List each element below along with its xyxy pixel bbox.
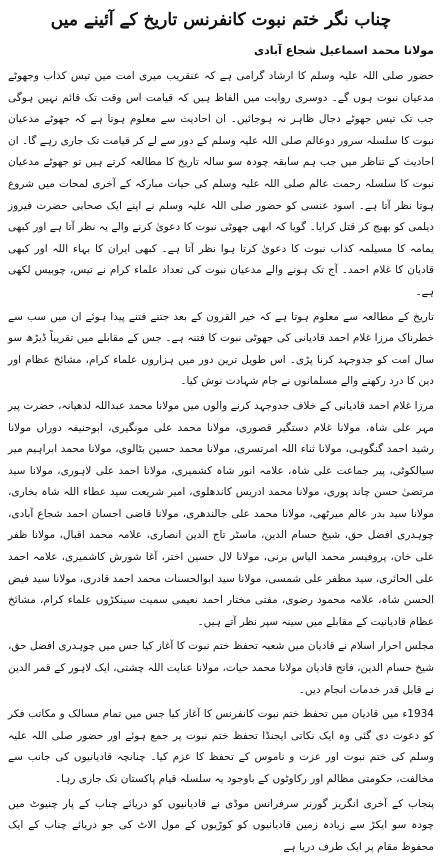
paragraph-intro: حضور صلی اللہ علیہ وسلم کا ارشاد گرامی ہے کہ عنقریب میری امت میں تیس کذاب وجھوٹے مدعیان نبوت ہوں گے۔ دوسری روایت میں الفاظ ہیں کہ قیامت اس وقت تک قائم نہیں ہوگی جب تک تیس جھوٹے دجال ظاہر نہ ہوجائیں۔ ان احادیث سے معلوم ہوتا ہے کہ جھوٹے مدعیان نبوت کا سلسلہ سرور دوعالم صلی اللہ علیہ وسلم کے دور سے لے کر قیامت تک جاری رہے گا۔ ان احادیث کے تناظر میں جب ہم سابقہ چودہ سو سالہ تاریخ کا مطالعہ کرتے ہیں تو جھوٹے مدعیان نبوت کا سلسلہ رحمت عالم صلی اللہ علیہ وسلم کی حیات مبارکہ کے آخری لمحات میں شروع ہوتا نظر آتا ہے۔ اسود عنسی کو حضور صلی اللہ علیہ وسلم نے اپنے ایک صحابی حضرت فیروز دیلمی کو بھیج کر قتل کرایا۔ گویا کہ ابھی جھوٹی نبوت کا دعویٰ کرنے والے یہ نظر آتا ہے اور کبھی یمامہ کا مسیلمہ کذاب نبوت کا دعویٰ کرتا ہوا نظر آتا ہے۔ کبھی ایران کا بہاء اللہ اور کبھی قادیان کا غلام احمد۔ آج تک ہونے والے مدعیان نبوت کی تعداد علماء کرام نے تیس، چوبیس لکھی ہے۔: [8, 70, 434, 298]
article-author: مولانا محمد اسماعیل شجاع آبادی: [253, 44, 434, 57]
article-body: [8, 66, 434, 858]
paragraph-majlis-ahrar: مجلس احرار اسلام نے قادیان میں شعبہ تحفظ ختم نبوت کا آغاز کیا جس میں چوہدری افضل حق، شیخ حسام الدین، فاتح قادیان مولانا محمد حیات، مولانا عنایت اللہ چشتی، ایک لاہور کے قمر الدین نے قابل قدر خدمات انجام دیں۔: [8, 640, 434, 696]
article-title: چناب نگر ختم نبوت کانفرنس تاریخ کے آئینے میں: [50, 10, 392, 30]
paragraph-1934-conference: 1934ء میں قادیان میں تحفظ ختم نبوت کانفرنس کا آغاز کیا جس میں تمام مسالک و مکاتب فکر کو دعوت دی گئی وہ ایک نکاتی ایجنڈا تحفظ ختم نبوت پر جمع ہوئے اور حضور صلی اللہ علیہ وسلم کی ختم نبوت اور عزت و ناموس کے تحفظ کا عزم کیا۔ چنانچہ قادیانیوں کی جانب سے مخالفت، حکومتی مظالم اور رکاوٹوں کے باوجود یہ سلسلہ قیام پاکستان تک جاری رہا۔: [8, 708, 434, 785]
paragraph-punjab-governor: پنجاب کے آخری انگریز گورنر سرفرانس موڈی نے قادیانیوں کو دریائے چناب کے پار چنیوٹ میں چودہ سو ایکڑ سے زیادہ زمین قادیانیوں کو کوڑیوں کے مول الاٹ کی جو دریائے چناب کے ایک محفوظ مقام پر ایک طرف دریا ہے: [8, 797, 434, 853]
paragraph-history: تاریخ کے مطالعہ سے معلوم ہوتا ہے کہ خیر القرون کے بعد جتنے فتنے پیدا ہوئے ان میں سب سے خطرناک مرزا غلام احمد قادیانی کی جھوٹی نبوت کا فتنہ ہے۔ جس کے مقابلے میں تقریباً ڈیڑھ سو سال امت کو جدوجہد کرنا پڑی۔ اس طویل ترین دور میں ہزاروں علماء کرام، مشائخ عظام اور دین کا درد رکھنے والے مسلمانوں نے جام شہادت نوش کیا۔: [8, 310, 434, 388]
paragraph-scholars: مرزا غلام احمد قادیانی کے خلاف جدوجہد کرنے والوں میں مولانا محمد عبداللہ لدھیانہ، حضرت پیر مہر علی شاہ، مولانا غلام دستگیر قصوری، مولانا محمد علی مونگیری، ابوحنیفہ دوراں مولانا رشید احمد گنگوہی، مولانا ثناء اللہ امرتسری، مولانا محمد حسین بٹالوی، مولانا محمد ابراہیم میر سیالکوٹی، پیر جماعت علی شاہ، علامہ انور شاہ کشمیری، مولانا احمد علی لاہوری، مولانا سید مرتضیٰ حسن چاند پوری، مولانا محمد ادریس کاندھلوی، امیر شریعت سید عطاء اللہ شاہ بخاری، مولانا سید بدر عالم میرٹھی، مولانا محمد علی جالندھری، مولانا قاضی احسان احمد شجاع آبادی، چوہدری افضل حق، شیخ حسام الدین، ماسٹر تاج الدین انصاری، علامہ محمد اقبال، مولانا ظفر علی خان، پروفیسر محمد الیاس برنی، مولانا لال حسین اختر، آغا شورش کاشمیری، علامہ احمد علی الحائری، سید مظفر علی شمسی، مولانا سید ابوالحسنات محمد احمد قادری، مولانا سید فیض الحسن شاہ، علامہ محمود رضوی، مفتی مختار احمد نعیمی سمیت سینکڑوں علماء کرام، مشائخ عظام قادیانیت کے مقابلے میں سینہ سپر نظر آتے ہیں۔: [8, 399, 434, 628]
